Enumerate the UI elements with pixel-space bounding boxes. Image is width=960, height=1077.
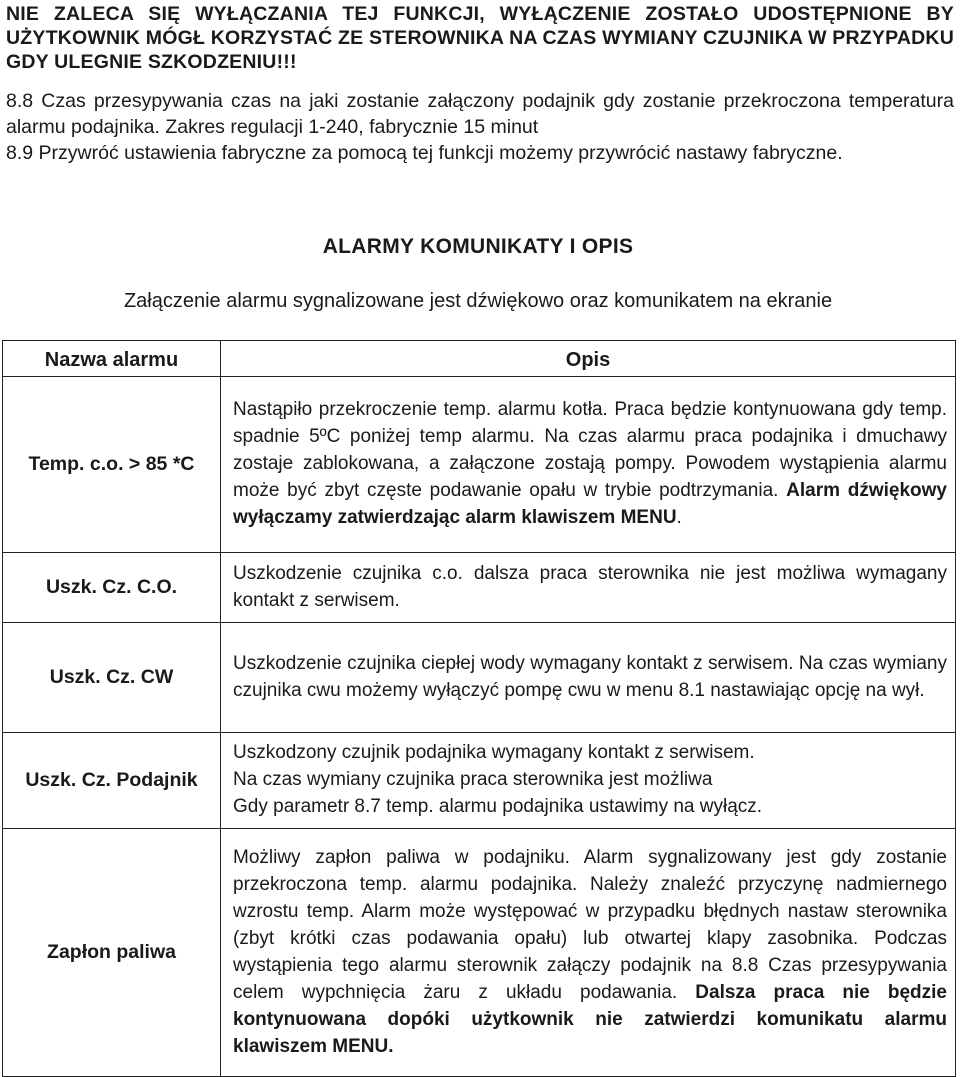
alarm-table (2, 340, 956, 1077)
section-heading: ALARMY KOMUNIKATY I OPIS (322, 235, 634, 258)
header-description: Opis (221, 341, 956, 377)
alarm-name: Uszk. Cz. CW (3, 623, 221, 733)
alarm-name: Uszk. Cz. Podajnik (3, 733, 221, 829)
table-row (3, 377, 956, 553)
table-row (3, 829, 956, 1077)
alarm-description: Nastąpiło przekroczenie temp. alarmu kotła. Praca będzie kontynuowana gdy temp. spadnie 5ºC poniżej temp alarmu. Na czas alarmu praca podajnika i dmuchawy zostaje zablokowana, a załączone zostają pompy. Powodem wystąpienia alarmu może być zbyt częste podawanie opału w trybie podtrzymania. Alarm dźwiękowy wyłączamy zatwierdzając alarm klawiszem MENU. (221, 377, 956, 553)
alarm-description: Uszkodzenie czujnika ciepłej wody wymagany kontakt z serwisem. Na czas wymiany czujnika cwu możemy wyłączyć pompę cwu w menu 8.1 nastawiając opcję na wył. (221, 623, 956, 733)
header-alarm-name: Nazwa alarmu (3, 341, 221, 377)
table-row (3, 553, 956, 623)
table-row (3, 623, 956, 733)
alarm-description: Możliwy zapłon paliwa w podajniku. Alarm sygnalizowany jest gdy zostanie przekroczona temp. alarmu podajnika. Należy znaleźć przyczynę nadmiernego wzrostu temp. Alarm może występować w przypadku błędnych nastaw sterownika (zbyt krótki czas podawania opału) lub otwartej klapy zasobnika. Podczas wystąpienia tego alarmu sterownik załączy podajnik na 8.8 Czas przesypywania celem wypchnięcia żaru z układu podawania. Dalsza praca nie będzie kontynuowana dopóki użytkownik nie zatwierdzi komunikatu alarmu klawiszem MENU. (221, 829, 956, 1077)
table-row (3, 733, 956, 829)
alarm-description-bold: Alarm dźwiękowy wyłączamy zatwierdzając alarm klawiszem MENU (233, 480, 947, 528)
alarm-description: Uszkodzenie czujnika c.o. dalsza praca sterownika nie jest możliwa wymagany kontakt z serwisem. (221, 553, 956, 623)
setting-8-8-text: 8.8 Czas przesypywania czas na jaki zostanie załączony podajnik gdy zostanie przekroczona temperatura alarmu podajnika. Zakres regulacji 1-240, fabrycznie 15 minut (6, 90, 954, 138)
intro-section (6, 2, 954, 166)
alarm-name: Zapłon paliwa (3, 829, 221, 1077)
table-header-row (3, 341, 956, 377)
alarm-description-bold: Dalsza praca nie będzie kontynuowana dopóki użytkownik nie zatwierdzi komunikatu alarmu klawiszem MENU. (233, 981, 947, 1057)
alarm-name: Uszk. Cz. C.O. (3, 553, 221, 623)
section-subtitle: Załączenie alarmu sygnalizowane jest dźwiękowo oraz komunikatem na ekranie (123, 290, 833, 312)
alarm-description: Uszkodzony czujnik podajnika wymagany kontakt z serwisem. Na czas wymiany czujnika praca sterownika jest możliwa Gdy parametr 8.7 temp. alarmu podajnika ustawimy na wyłącz. (221, 733, 956, 829)
setting-8-9-text: 8.9 Przywróć ustawienia fabryczne za pomocą tej funkcji możemy przywrócić nastawy fabryczne. (6, 142, 843, 164)
alarm-name: Temp. c.o. > 85 *C (3, 377, 221, 553)
warning-text: NIE ZALECA SIĘ WYŁĄCZANIA TEJ FUNKCJI, WYŁĄCZENIE ZOSTAŁO UDOSTĘPNIONE BY UŻYTKOWNIK MÓGŁ KORZYSTAĆ ZE STEROWNIKA NA CZAS WYMIANY CZUJNIKA W PRZYPADKU GDY ULEGNIE SZKODZENIU!!! (6, 3, 954, 73)
